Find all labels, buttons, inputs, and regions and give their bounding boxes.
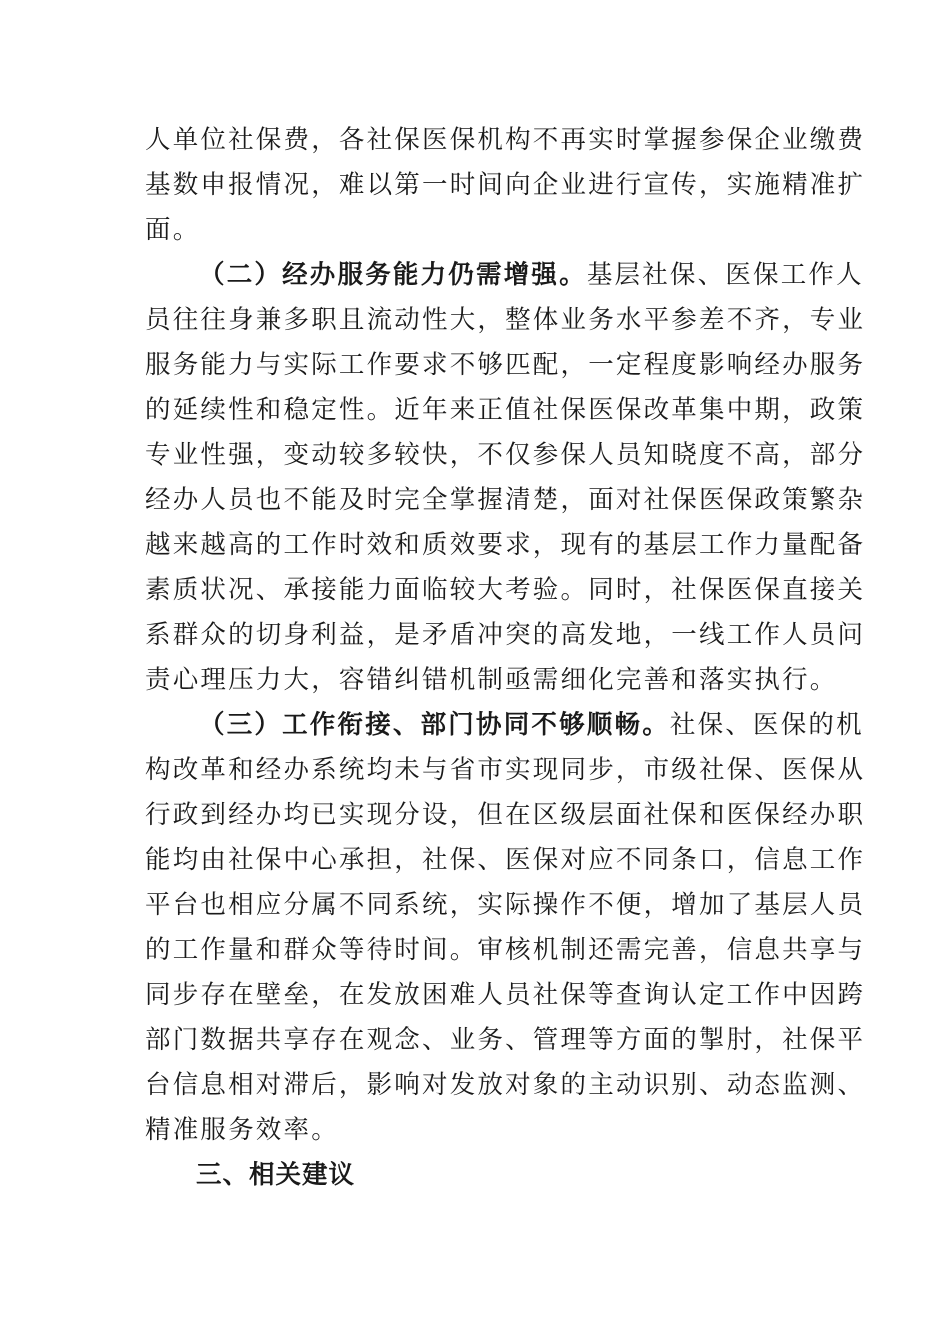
- paragraph-line: 人单位社保费，各社保医保机构不再实时掌握参保企业缴费: [145, 125, 866, 155]
- paragraph-line: 越来越高的工作时效和质效要求，现有的基层工作力量配备: [145, 530, 866, 560]
- paragraph-first-line: [199, 253, 864, 297]
- paragraph-line: 面。: [145, 215, 201, 245]
- paragraph-line: 构改革和经办系统均未与省市实现同步，市级社保、医保从: [145, 755, 866, 785]
- paragraph-line: 素质状况、承接能力面临较大考验。同时，社保医保直接关: [145, 575, 866, 605]
- paragraph-line: 专业性强，变动较多较快，不仅参保人员知晓度不高，部分: [145, 440, 866, 470]
- paragraph-line: 服务能力与实际工作要求不够匹配，一定程度影响经办服务: [145, 350, 866, 380]
- paragraph-line: 责心理压力大，容错纠错机制亟需细化完善和落实执行。: [145, 665, 838, 695]
- paragraph-text: 社保、医保的机: [669, 710, 864, 740]
- paragraph-heading: （二）经办服务能力仍需增强。: [199, 260, 587, 290]
- paragraph-line: 系群众的切身利益，是矛盾冲突的高发地，一线工作人员问: [145, 620, 866, 650]
- paragraph-line: 精准服务效率。: [145, 1115, 339, 1145]
- paragraph-heading: （三）工作衔接、部门协同不够顺畅。: [199, 710, 670, 740]
- paragraph-line: 同步存在壁垒，在发放困难人员社保等查询认定工作中因跨: [145, 980, 866, 1010]
- section-heading: 三、相关建议: [196, 1160, 356, 1190]
- paragraph-line: 的延续性和稳定性。近年来正值社保医保改革集中期，政策: [145, 395, 866, 425]
- paragraph-line: 部门数据共享存在观念、业务、管理等方面的掣肘，社保平: [145, 1025, 866, 1055]
- paragraph-first-line: [199, 703, 864, 747]
- paragraph-line: 经办人员也不能及时完全掌握清楚，面对社保医保政策繁杂: [145, 485, 866, 515]
- paragraph-line: 基数申报情况，难以第一时间向企业进行宣传，实施精准扩: [145, 170, 866, 200]
- paragraph-line: 平台也相应分属不同系统，实际操作不便，增加了基层人员: [145, 890, 866, 920]
- paragraph-line: 台信息相对滞后，影响对发放对象的主动识别、动态监测、: [145, 1070, 866, 1100]
- paragraph-line: 的工作量和群众等待时间。审核机制还需完善，信息共享与: [145, 935, 866, 965]
- paragraph-line: 员往往身兼多职且流动性大，整体业务水平参差不齐，专业: [145, 305, 866, 335]
- paragraph-line: 行政到经办均已实现分设，但在区级层面社保和医保经办职: [145, 800, 866, 830]
- paragraph-text: 基层社保、医保工作人: [586, 260, 864, 290]
- paragraph-line: 能均由社保中心承担，社保、医保对应不同条口，信息工作: [145, 845, 866, 875]
